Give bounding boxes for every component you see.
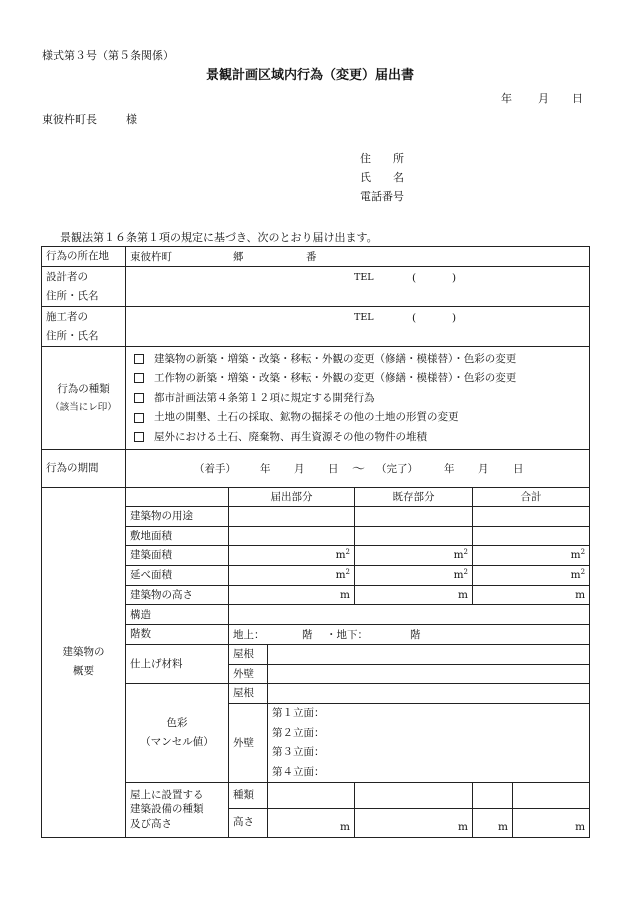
addressee: 東彼杵町長	[42, 113, 97, 126]
action-type-label-main: 行為の種類	[57, 383, 110, 395]
building-use-existing[interactable]	[355, 507, 473, 527]
form-title: 景観計画区域内行為（変更）届出書	[206, 68, 415, 83]
col-header-total: 合計	[473, 488, 590, 507]
structure-label: 構造	[126, 605, 229, 625]
period-tilde: 〜	[352, 462, 366, 477]
unit-m: m	[498, 821, 508, 834]
site-area-label: 敷地面積	[126, 526, 229, 546]
building-area-label: 建築面積	[126, 546, 229, 566]
building-overview-label-line2: 概要	[73, 665, 94, 678]
rooftop-label-line2: 建築設備の種類	[130, 803, 204, 816]
period-end-year: 年	[444, 463, 455, 475]
rooftop-type-field-2[interactable]	[355, 782, 473, 808]
builder-label-line2: 住所・氏名	[46, 329, 99, 342]
building-overview-label-line1: 建築物の	[62, 646, 105, 659]
color-label-sub: （マンセル値）	[140, 735, 214, 748]
period-end-day: 日	[513, 463, 524, 475]
color-roof-field[interactable]	[268, 684, 590, 704]
unit-m2: m	[570, 549, 581, 562]
floors-field[interactable]	[229, 625, 590, 645]
period-end-month: 月	[478, 463, 489, 475]
structure-field[interactable]	[229, 605, 590, 625]
unit-m2: m	[335, 549, 346, 562]
designer-label-line1: 設計者の	[46, 270, 88, 283]
unit-m2: m	[453, 549, 464, 562]
rooftop-height-field-3[interactable]	[473, 808, 513, 837]
checkbox-icon[interactable]	[134, 413, 144, 423]
rooftop-height-field-4[interactable]	[513, 808, 590, 837]
checkbox-icon[interactable]	[134, 373, 144, 383]
rooftop-type-field-4[interactable]	[513, 782, 590, 808]
unit-sup: 2	[463, 548, 468, 557]
col-header-reported: 届出部分	[229, 488, 355, 507]
date-month: 月	[538, 92, 549, 105]
color-elevation-3[interactable]	[268, 743, 590, 763]
builder-paren-close: )	[452, 312, 457, 324]
period-label: 行為の期間	[42, 450, 126, 488]
period-start-label: （着手）	[194, 463, 236, 475]
floor-area-existing[interactable]	[355, 566, 473, 586]
building-overview-label	[42, 488, 126, 838]
unit-sup: 2	[345, 568, 350, 577]
unit-sup: 2	[345, 548, 350, 557]
floor-area-label: 延べ面積	[126, 566, 229, 586]
designer-paren-open: (	[412, 272, 417, 284]
action-option-storage[interactable]	[134, 427, 585, 447]
finish-roof-field[interactable]	[268, 644, 590, 664]
finish-label: 仕上げ材料	[126, 644, 229, 683]
col-header-existing: 既存部分	[355, 488, 473, 507]
rooftop-label-line1: 屋上に設置する	[130, 788, 204, 801]
builder-label	[42, 307, 126, 347]
rooftop-type-field-3[interactable]	[473, 782, 513, 808]
location-label: 行為の所在地	[42, 247, 126, 267]
rooftop-label-line3: 及び高さ	[130, 817, 172, 830]
building-header-blank	[126, 488, 229, 507]
building-use-reported[interactable]	[229, 507, 355, 527]
period-end-label: （完了）	[376, 463, 418, 475]
action-option-building[interactable]	[134, 349, 585, 369]
unit-m: m	[340, 588, 350, 601]
floors-below-unit: 階	[410, 629, 421, 642]
builder-tel-label: TEL	[354, 312, 374, 323]
action-option-development[interactable]	[134, 388, 585, 408]
action-option-label: 工作物の新築・増築・改築・移転・外観の変更（修繕・模様替）・色彩の変更	[154, 372, 517, 385]
color-elevation-1[interactable]	[268, 703, 590, 723]
unit-m: m	[458, 821, 468, 834]
building-height-reported[interactable]	[229, 585, 355, 605]
location-village: 郷	[233, 251, 244, 263]
date-year: 年	[501, 92, 512, 105]
unit-m2: m	[335, 569, 346, 582]
period-start-month: 月	[294, 463, 305, 475]
action-type-label	[42, 347, 126, 450]
rooftop-label	[126, 782, 229, 837]
elevation-label: 第４立面：	[272, 765, 325, 778]
form-number: 様式第３号（第５条関係）	[42, 49, 174, 62]
builder-paren-open: (	[412, 312, 417, 324]
elevation-label: 第１立面：	[272, 707, 325, 720]
action-option-structure[interactable]	[134, 369, 585, 389]
floors-above-unit: 階	[302, 629, 313, 642]
unit-sup: 2	[580, 568, 586, 577]
unit-m: m	[575, 588, 586, 601]
designer-tel-label: TEL	[354, 272, 374, 283]
building-height-label: 建築物の高さ	[126, 585, 229, 605]
color-label-main: 色彩	[166, 717, 188, 730]
building-area-total[interactable]	[473, 546, 590, 566]
color-label	[126, 684, 229, 782]
action-option-label: 屋外における土石、廃棄物、再生資源その他の物件の堆積	[154, 430, 427, 443]
action-type-options	[126, 347, 590, 450]
unit-m: m	[340, 821, 350, 834]
finish-wall-field[interactable]	[268, 664, 590, 684]
checkbox-icon[interactable]	[134, 393, 144, 403]
finish-roof-label: 屋根	[229, 644, 268, 664]
unit-m2: m	[570, 569, 581, 582]
action-type-label-sub: （該当にレ印）	[50, 401, 117, 413]
location-town: 東彼杵町	[130, 251, 172, 263]
site-area-reported[interactable]	[229, 526, 355, 546]
date-day: 日	[572, 92, 583, 105]
floors-above-label: 地上：	[233, 629, 265, 642]
building-height-total[interactable]	[473, 585, 590, 605]
building-use-total[interactable]	[473, 507, 590, 527]
applicant-address-label: 住 所	[360, 152, 404, 165]
action-option-label: 都市計画法第４条第１２項に規定する開発行為	[154, 391, 375, 404]
location-field[interactable]	[126, 247, 590, 267]
unit-m2: m	[453, 569, 464, 582]
building-area-existing[interactable]	[355, 546, 473, 566]
floors-label: 階数	[126, 625, 229, 645]
unit-m: m	[458, 588, 468, 601]
elevation-label: 第３立面：	[272, 746, 325, 759]
site-area-existing[interactable]	[355, 526, 473, 546]
floor-area-reported[interactable]	[229, 566, 355, 586]
unit-m: m	[575, 821, 586, 834]
designer-paren-close: )	[452, 272, 457, 284]
rooftop-type-field-1[interactable]	[268, 782, 355, 808]
color-elevation-4[interactable]	[268, 762, 590, 782]
floor-area-total[interactable]	[473, 566, 590, 586]
unit-sup: 2	[463, 568, 468, 577]
action-option-label: 建築物の新築・増築・改築・移転・外観の変更（修繕・模様替）・色彩の変更	[154, 352, 517, 365]
building-height-existing[interactable]	[355, 585, 473, 605]
designer-label	[42, 267, 126, 307]
color-elevation-2[interactable]	[268, 723, 590, 743]
unit-sup: 2	[580, 548, 586, 557]
finish-wall-label: 外壁	[229, 664, 268, 684]
rooftop-height-field-1[interactable]	[268, 808, 355, 837]
color-roof-label: 屋根	[229, 684, 268, 704]
designer-field[interactable]	[126, 267, 590, 307]
period-start-year: 年	[260, 463, 271, 475]
site-area-total[interactable]	[473, 526, 590, 546]
period-field[interactable]	[126, 450, 590, 488]
elevation-label: 第２立面：	[272, 726, 325, 739]
action-option-land[interactable]	[134, 408, 585, 428]
floors-below-label: ・地下：	[326, 629, 368, 642]
checkbox-icon[interactable]	[134, 354, 144, 364]
rooftop-height-label: 高さ	[229, 808, 268, 837]
location-lot: 番	[306, 251, 317, 263]
action-option-label: 土地の開墾、土石の採取、鉱物の掘採その他の土地の形質の変更	[154, 411, 459, 424]
builder-field[interactable]	[126, 307, 590, 347]
notification-form	[41, 246, 590, 838]
rooftop-height-field-2[interactable]	[355, 808, 473, 837]
period-start-day: 日	[328, 463, 339, 475]
building-area-reported[interactable]	[229, 546, 355, 566]
honorific: 様	[126, 113, 137, 126]
applicant-phone-label: 電話番号	[360, 190, 404, 203]
applicant-name-label: 氏 名	[360, 171, 404, 184]
intro-text: 景観法第１６条第１項の規定に基づき、次のとおり届け出ます。	[60, 231, 378, 244]
building-use-label: 建築物の用途	[126, 507, 229, 527]
builder-label-line1: 施工者の	[46, 310, 88, 323]
designer-label-line2: 住所・氏名	[46, 289, 99, 302]
rooftop-type-label: 種類	[229, 782, 268, 808]
checkbox-icon[interactable]	[134, 432, 144, 442]
color-wall-label: 外壁	[229, 703, 268, 782]
